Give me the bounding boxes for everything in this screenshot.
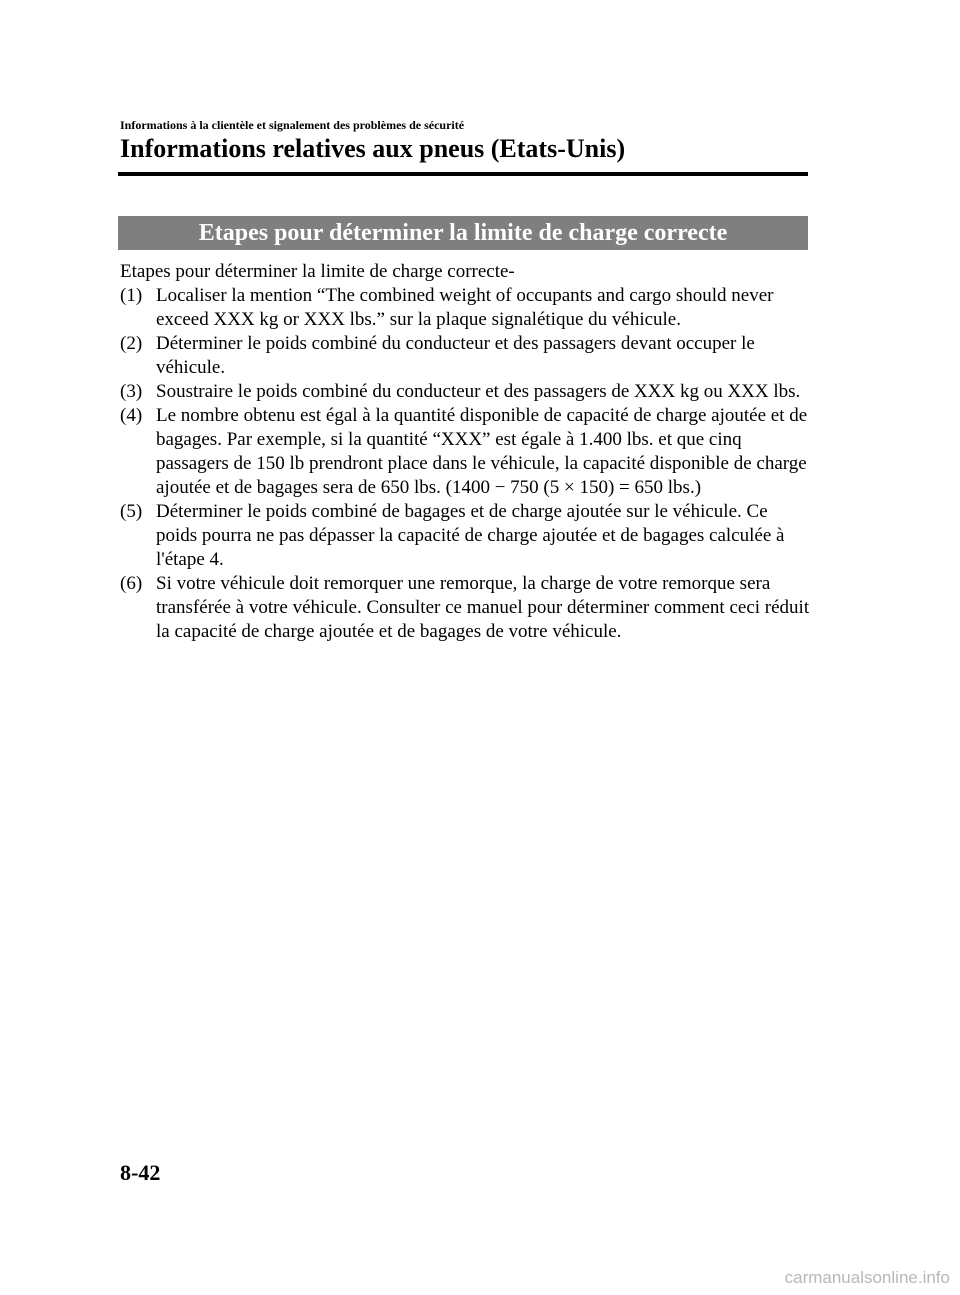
content-body	[120, 260, 810, 644]
steps-list	[120, 284, 810, 644]
step-number: (3)	[120, 381, 143, 402]
step-text: Déterminer le poids combiné de bagages et de charge ajoutée sur le véhicule. Ce poids pourra ne pas dépasser la capacité de charge ajoutée et de bagages calculée à l'étape 4.	[156, 501, 785, 570]
step-item	[120, 332, 810, 380]
step-item	[120, 404, 810, 500]
step-number: (6)	[120, 573, 143, 594]
step-text: Localiser la mention “The combined weight of occupants and cargo should never exceed XXX kg or XXX lbs.” sur la plaque signalétique du véhicule.	[156, 285, 774, 330]
intro-text: Etapes pour déterminer la limite de charge correcte-	[120, 261, 515, 282]
step-text: Soustraire le poids combiné du conducteur et des passagers de XXX kg ou XXX lbs.	[156, 381, 801, 402]
title-divider	[118, 172, 808, 176]
step-number: (4)	[120, 405, 143, 426]
step-number: (5)	[120, 501, 143, 522]
step-item	[120, 572, 810, 644]
step-text: Le nombre obtenu est égal à la quantité disponible de capacité de charge ajoutée et de bagages. Par exemple, si la quantité “XXX” est égale à 1.400 lbs. et que cinq passagers de 150 lb prendront place dans le véhicule, la capacité disponible de charge ajoutée et de bagages sera de 650 lbs. (1400 − 750 (5 × 150) = 650 lbs.)	[156, 405, 808, 498]
step-number: (1)	[120, 285, 143, 306]
step-item	[120, 380, 810, 404]
step-number: (2)	[120, 333, 143, 354]
step-item	[120, 284, 810, 332]
step-item	[120, 500, 810, 572]
page-title: Informations relatives aux pneus (Etats-Unis)	[120, 134, 626, 163]
section-banner: Etapes pour déterminer la limite de charge correcte	[118, 216, 808, 250]
watermark-link[interactable]: carmanualsonline.info	[784, 1268, 950, 1287]
page-number: 8-42	[120, 1160, 161, 1185]
step-text: Déterminer le poids combiné du conducteur et des passagers devant occuper le véhicule.	[156, 333, 755, 378]
step-text: Si votre véhicule doit remorquer une remorque, la charge de votre remorque sera transférée à votre véhicule. Consulter ce manuel pour déterminer comment ceci réduit la capacité de charge ajoutée et de bagages de votre véhicule.	[156, 573, 810, 642]
chapter-label: Informations à la clientèle et signalement des problèmes de sécurité	[120, 118, 465, 132]
